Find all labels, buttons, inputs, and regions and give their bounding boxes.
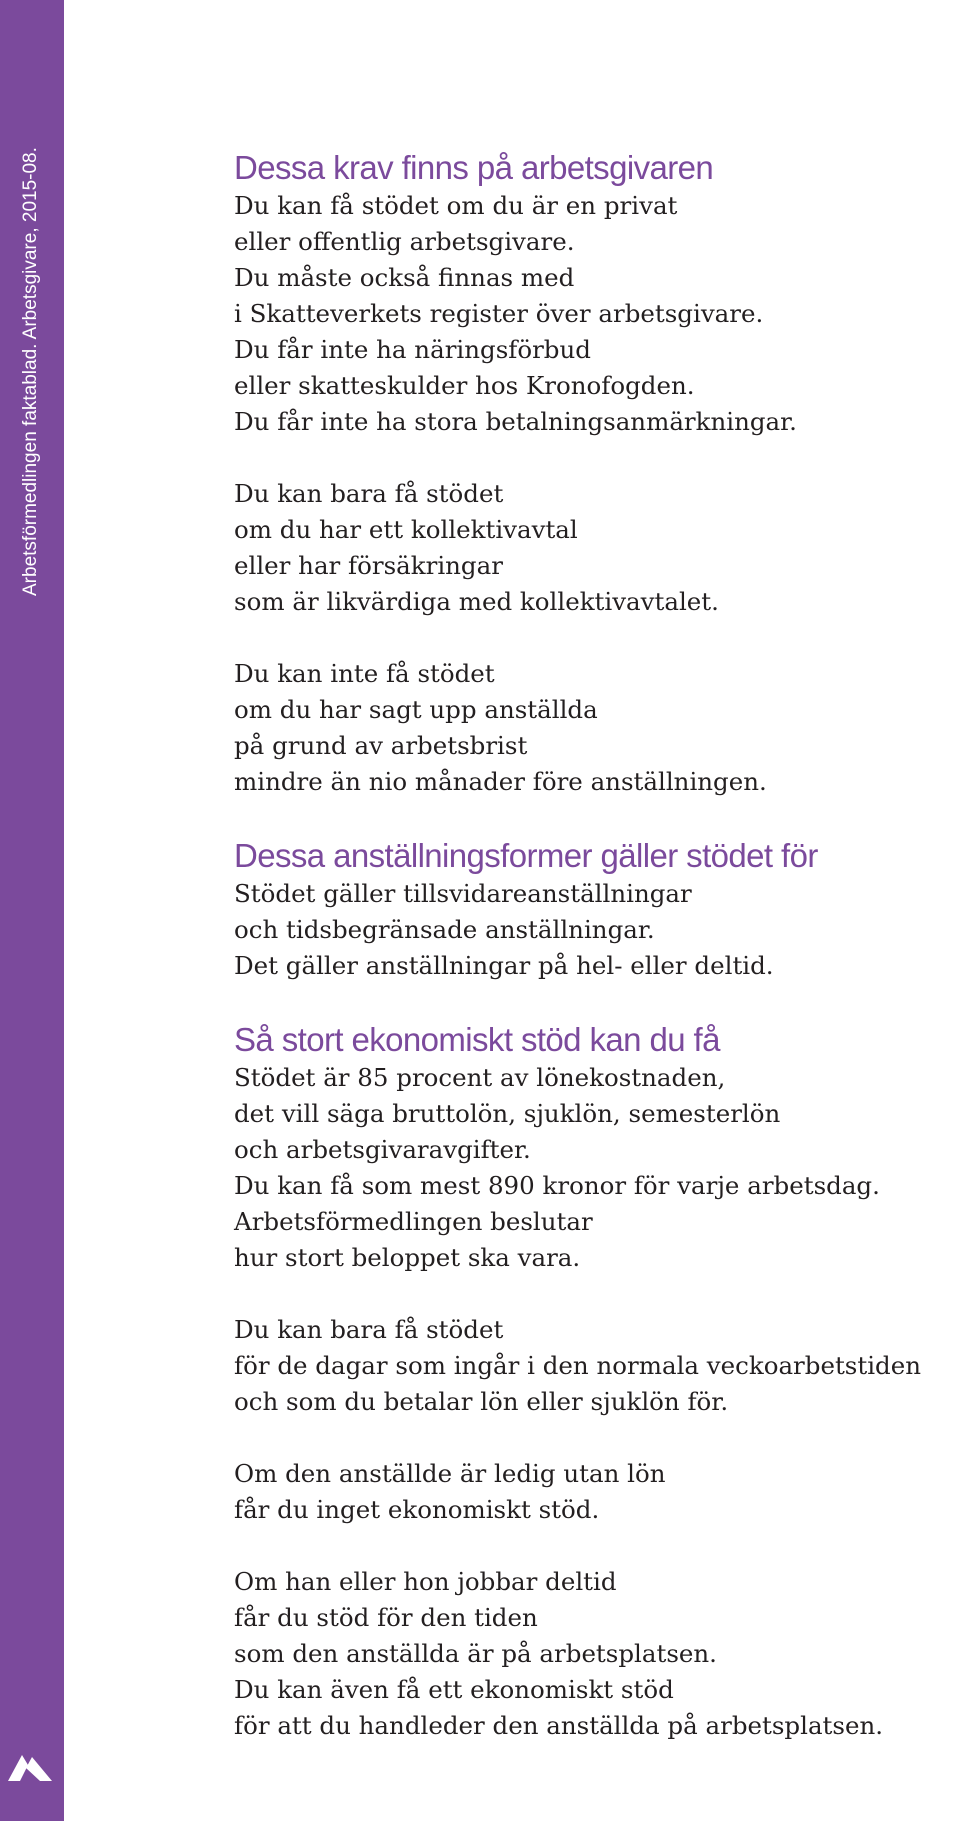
text-line: hur stort beloppet ska vara. [234, 1243, 581, 1272]
section-heading: Dessa anställningsformer gäller stödet för [234, 837, 818, 874]
text-line: får du inget ekonomiskt stöd. [234, 1495, 600, 1524]
section-ekonomiskt-stod [234, 1020, 954, 1744]
text-line: Du får inte ha stora betalningsanmärkningar. [234, 407, 797, 436]
paragraph [234, 476, 954, 620]
text-line: mindre än nio månader före anställningen. [234, 767, 767, 796]
text-line: eller offentlig arbetsgivare. [234, 227, 575, 256]
document-body [234, 148, 954, 1780]
text-line: och som du betalar lön eller sjuklön för. [234, 1387, 729, 1416]
text-line: eller skatteskulder hos Kronofogden. [234, 371, 695, 400]
section-heading: Dessa krav finns på arbetsgivaren [234, 149, 714, 186]
text-line: Du måste också finnas med [234, 263, 575, 292]
section-krav [234, 148, 954, 800]
paragraph [234, 1060, 954, 1276]
text-line: om du har sagt upp anställda [234, 695, 598, 724]
section-anstallningsformer [234, 836, 954, 984]
text-line: Du kan få som mest 890 kronor för varje arbetsdag. [234, 1171, 880, 1200]
text-line: för att du handleder den anställda på arbetsplatsen. [234, 1711, 884, 1740]
paragraph [234, 1456, 954, 1528]
text-line: Du kan inte få stödet [234, 659, 495, 688]
text-line: Du kan även få ett ekonomiskt stöd [234, 1675, 674, 1704]
text-line: och tidsbegränsade anställningar. [234, 915, 655, 944]
text-line: Du kan få stödet om du är en privat [234, 191, 678, 220]
text-line: det vill säga bruttolön, sjuklön, semesterlön [234, 1099, 781, 1128]
text-line: som den anställda är på arbetsplatsen. [234, 1639, 717, 1668]
text-line: Du kan bara få stödet [234, 479, 504, 508]
text-line: som är likvärdiga med kollektivavtalet. [234, 587, 719, 616]
text-line: Arbetsförmedlingen beslutar [234, 1207, 593, 1236]
text-line: Du kan bara få stödet [234, 1315, 504, 1344]
text-line: Du får inte ha näringsförbud [234, 335, 591, 364]
text-line: för de dagar som ingår i den normala veckoarbetstiden [234, 1351, 922, 1380]
section-heading: Så stort ekonomiskt stöd kan du få [234, 1021, 720, 1058]
text-line: i Skatteverkets register över arbetsgivare. [234, 299, 764, 328]
text-line: Om han eller hon jobbar deltid [234, 1567, 617, 1596]
side-caption: Arbetsförmedlingen faktablad. Arbetsgivare, 2015-08. [20, 147, 41, 596]
sidebar-band [0, 0, 64, 1821]
text-line: och arbetsgivaravgifter. [234, 1135, 531, 1164]
paragraph [234, 876, 954, 984]
paragraph [234, 1564, 954, 1744]
paragraph [234, 1312, 954, 1420]
text-line: får du stöd för den tiden [234, 1603, 538, 1632]
text-line: om du har ett kollektivavtal [234, 515, 578, 544]
text-line: på grund av arbetsbrist [234, 731, 528, 760]
text-line: Det gäller anställningar på hel- eller deltid. [234, 951, 774, 980]
paragraph [234, 188, 954, 440]
text-line: Stödet är 85 procent av lönekostnaden, [234, 1063, 726, 1092]
arbetsformedlingen-logo-icon [6, 1752, 54, 1782]
text-line: Stödet gäller tillsvidareanställningar [234, 879, 692, 908]
text-line: eller har försäkringar [234, 551, 503, 580]
paragraph [234, 656, 954, 800]
text-line: Om den anställde är ledig utan lön [234, 1459, 666, 1488]
